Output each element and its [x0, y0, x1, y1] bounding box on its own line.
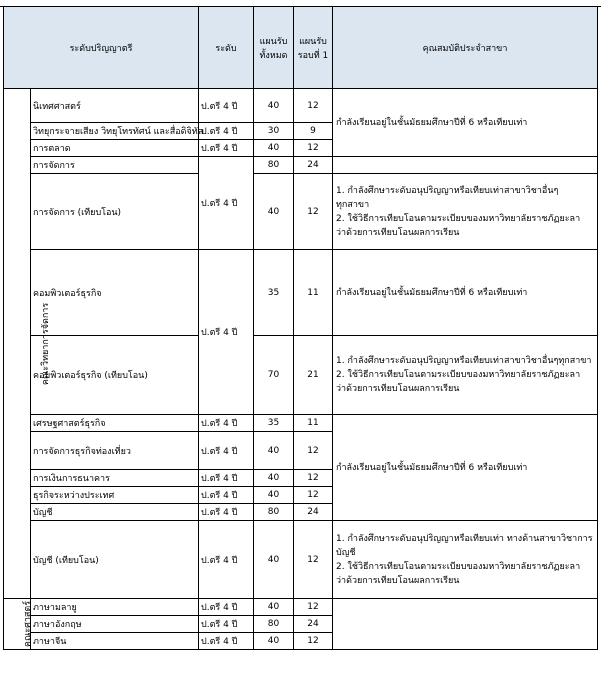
round1-cell: 24	[294, 504, 333, 521]
program-cell: บัญชี	[31, 504, 199, 521]
table-row	[4, 250, 598, 336]
total-cell: 40	[254, 432, 294, 470]
degree-cell: ป.ตรี 4 ปี	[199, 157, 254, 250]
degree-cell: ป.ตรี 4 ปี	[199, 599, 254, 616]
qualification-line: 1. กำลังศึกษาระดับอนุปริญญาหรือเทียบเท่าสาขาวิชาอื่นๆทุกสาขา	[336, 356, 592, 366]
program-cell: การเงินการธนาคาร	[31, 470, 199, 487]
total-cell: 80	[254, 504, 294, 521]
program-cell: นิเทศศาสตร์	[31, 89, 199, 123]
total-cell: 70	[254, 336, 294, 415]
round1-cell: 12	[294, 599, 333, 616]
round1-cell: 12	[294, 521, 333, 599]
table-row	[4, 157, 598, 174]
program-cell: วิทยุกระจายเสียง วิทยุโทรทัศน์ และสื่อดิจิทัล	[31, 123, 199, 140]
round1-cell: 12	[294, 174, 333, 250]
program-cell: การตลาด	[31, 140, 199, 157]
qualification-line: ว่าด้วยการเทียบโอนผลการเรียน	[336, 227, 460, 238]
round1-cell: 12	[294, 633, 333, 650]
degree-cell: ป.ตรี 4 ปี	[199, 470, 254, 487]
program-cell: คอมพิวเตอร์ธุรกิจ	[31, 250, 199, 336]
header-round1	[294, 7, 333, 89]
program-cell: ธุรกิจระหว่างประเทศ	[31, 487, 199, 504]
round1-cell: 12	[294, 487, 333, 504]
round1-cell: 12	[294, 432, 333, 470]
program-cell: ภาษาอังกฤษ	[31, 616, 199, 633]
qualification-cell: กำลังเรียนอยู่ในชั้นมัธยมศึกษาปีที่ 6 หรือเทียบเท่า	[333, 250, 598, 336]
total-cell: 80	[254, 616, 294, 633]
header-qualification: คุณสมบัติประจำสาขา	[333, 7, 598, 89]
total-cell: 40	[254, 470, 294, 487]
qualification-line: 1. กำลังศึกษาระดับอนุปริญญาหรือเทียบเท่าสาขาวิชาอื่นๆ	[336, 185, 559, 196]
qualification-line: 2. ใช้วิธีการเทียบโอนตามระเบียบของมหาวิทยาลัยราชภัฏยะลา	[336, 213, 581, 224]
qualification-line: 2. ใช้วิธีการเทียบโอนตามระเบียบของมหาวิทยาลัยราชภัฏยะลา	[336, 561, 581, 572]
degree-cell-merged: ป.ตรี 4 ปี	[199, 250, 254, 415]
qualification-line: ว่าด้วยการเทียบโอนผลการเรียน	[336, 384, 460, 394]
total-cell: 40	[254, 174, 294, 250]
degree-cell: ป.ตรี 4 ปี	[199, 432, 254, 470]
header-total-line2: ทั้งหมด	[259, 50, 288, 61]
qualification-cell	[333, 521, 598, 599]
degree-cell: ป.ตรี 4 ปี	[199, 633, 254, 650]
total-cell: 80	[254, 157, 294, 174]
round1-cell: 12	[294, 470, 333, 487]
total-cell: 40	[254, 599, 294, 616]
program-cell: ภาษามลายู	[31, 599, 199, 616]
degree-cell: ป.ตรี 4 ปี	[199, 89, 254, 123]
degree-cell: ป.ตรี 4 ปี	[199, 504, 254, 521]
qualification-line: 1. กำลังศึกษาระดับอนุปริญญาหรือเทียบเท่า ทางด้านสาขาวิชาการ	[336, 533, 593, 544]
header-row	[4, 7, 598, 89]
header-round1-line1: แผนรับ	[299, 36, 327, 47]
qualification-line: ว่าด้วยการเทียบโอนผลการเรียน	[336, 575, 460, 586]
program-cell: การจัดการ (เทียบโอน)	[31, 174, 199, 250]
header-degree: ระดับ	[199, 7, 254, 89]
degree-cell: ป.ตรี 4 ปี	[199, 521, 254, 599]
table-row	[4, 89, 598, 123]
qualification-empty-cell	[333, 157, 598, 174]
degree-cell: ป.ตรี 4 ปี	[199, 616, 254, 633]
round1-cell: 11	[294, 415, 333, 432]
table-row	[4, 521, 598, 599]
table-row	[4, 174, 598, 250]
program-cell: บัญชี (เทียบโอน)	[31, 521, 199, 599]
total-cell: 40	[254, 521, 294, 599]
table-row	[4, 415, 598, 432]
header-total	[254, 7, 294, 89]
table-row	[4, 599, 598, 616]
faculty-management-label: คณะวิทยาการจัดการ	[41, 302, 52, 385]
degree-cell: ป.ตรี 4 ปี	[199, 123, 254, 140]
round1-cell: 12	[294, 89, 333, 123]
program-cell: เศรษฐศาสตร์ธุรกิจ	[31, 415, 199, 432]
round1-cell: 21	[294, 336, 333, 415]
total-cell: 35	[254, 250, 294, 336]
total-cell: 30	[254, 123, 294, 140]
qualification-cell	[333, 336, 598, 415]
total-cell: 35	[254, 415, 294, 432]
qualification-cell: กำลังเรียนอยู่ในชั้นมัธยมศึกษาปีที่ 6 หรือเทียบเท่า	[333, 415, 598, 521]
faculty-humanities-label: คณะศาสตร์	[23, 600, 34, 648]
round1-cell: 11	[294, 250, 333, 336]
total-cell: 40	[254, 140, 294, 157]
total-cell: 40	[254, 89, 294, 123]
program-cell: คอมพิวเตอร์ธุรกิจ (เทียบโอน)	[31, 336, 199, 415]
faculty-humanities	[4, 599, 34, 650]
qualification-line: บัญชี	[336, 547, 356, 558]
degree-cell: ป.ตรี 4 ปี	[199, 415, 254, 432]
round1-cell: 24	[294, 616, 333, 633]
total-cell: 40	[254, 487, 294, 504]
round1-cell: 12	[294, 140, 333, 157]
program-cell: การจัดการ	[31, 157, 199, 174]
degree-cell: ป.ตรี 4 ปี	[199, 140, 254, 157]
program-cell: ภาษาจีน	[31, 633, 199, 650]
admission-table	[3, 6, 598, 650]
round1-cell: 24	[294, 157, 333, 174]
program-cell: การจัดการธุรกิจท่องเที่ยว	[31, 432, 199, 470]
qualification-cell	[333, 174, 598, 250]
total-cell: 40	[254, 633, 294, 650]
qualification-cell: กำลังเรียนอยู่ในชั้นมัธยมศึกษาปีที่ 6 หรือเทียบเท่า	[333, 89, 598, 157]
round1-cell: 9	[294, 123, 333, 140]
header-level: ระดับปริญญาตรี	[4, 7, 199, 89]
header-round1-line2: รอบที่ 1	[297, 50, 329, 61]
table-row	[4, 336, 598, 415]
qualification-line: ทุกสาขา	[336, 199, 370, 210]
qualification-line: 2. ใช้วิธีการเทียบโอนตามระเบียบของมหาวิทยาลัยราชภัฏยะลา	[336, 370, 581, 380]
qualification-empty-cell	[333, 599, 598, 650]
header-total-line1: แผนรับ	[259, 36, 288, 47]
degree-cell: ป.ตรี 4 ปี	[199, 487, 254, 504]
